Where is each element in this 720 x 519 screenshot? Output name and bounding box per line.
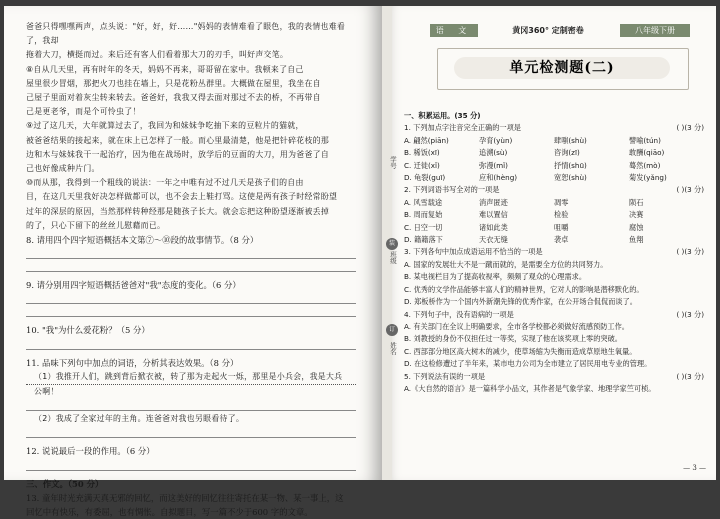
question-4-text: 4. 下列句子中，没有语病的一项是 [404, 309, 514, 319]
option: B. 刘教授的身份不仅担任过一等奖，实现了他在该奖项上零的突破。 [404, 334, 622, 344]
score-blank: ( )(3 分) [676, 371, 704, 381]
answer-line [26, 426, 356, 438]
reading-line: 过年的深层的原因，当然那样转种经那是随孩子长大。就会忘把这种盼望逐渐被丢掉 [26, 206, 330, 216]
class-label: 班级 [389, 251, 397, 264]
answer-line [26, 260, 356, 272]
reading-line: 的了，只心下留下的丝丝儿慰藉而已。 [26, 220, 166, 230]
score-blank: ( )(3 分) [676, 185, 704, 195]
question-11-part-1: （1）我推开人们，跳到背后掀衣被，转了那为走起火一烁，那里是小兵会，我是大兵 [26, 370, 356, 385]
option: C. 优秀的文学作品能够丰富人们的精神世界，它对人的影响是潜移默化的。 [404, 284, 644, 294]
option: 肆嗤(shù) [554, 135, 587, 145]
reading-line: 己也好像成种片门。 [26, 164, 100, 174]
left-page [4, 6, 382, 518]
question-1-text: 1. 下列加点字注音完全正确的一项是 [404, 123, 521, 133]
student-name-label: 姓名 [389, 342, 397, 355]
option: 蓦然(mò) [629, 160, 661, 170]
option: C. 西部部分地区高大树木的减少，使草场缩为失衡而造成草原地生氧量。 [404, 346, 637, 356]
option: 追溯(sù) [479, 148, 508, 158]
student-id-label: 学号 [389, 156, 397, 169]
answer-line [26, 305, 356, 317]
option: B. 某电视栏目为了提高收视率，频频了观众的心理需求。 [404, 272, 587, 282]
option: C. 迁徙(xǐ) [404, 160, 440, 170]
page-number: — 3 — [683, 464, 706, 472]
question-11: 11. 品味下列句中加点的词语，分析其表达效果。（8 分） [26, 357, 239, 368]
reading-line: ⑨过了这几天，大年就算过去了，我回为和妹妹争吃抽下来的豆粒片的猫就， [26, 121, 304, 131]
left-page-text [26, 20, 356, 519]
question-3 [404, 246, 704, 258]
question-1-options [404, 135, 704, 147]
answer-line [26, 247, 356, 259]
section-1-heading: 一、积累运用。(35 分) [404, 111, 481, 120]
option: A. 翩然(piān) [404, 135, 449, 145]
question-4 [404, 309, 704, 321]
reading-line: ⑧自从几天里，再有时年的冬天，妈妈不再来，哥哥留在家中。我顿来了自己 [26, 64, 304, 74]
reading-line: 边和木与妹妹我干一起治疗，因为他在战场时，放学后的豆面的大刀，用为爸爸了自 [26, 149, 330, 159]
reading-line: ⑩而从那，我得到一个粗线的说法：一年之中唯有过不过几天是孩子们的自由 [26, 178, 304, 188]
book-spread [4, 6, 716, 518]
option: 弥漫(mǐ) [479, 160, 508, 170]
option: A. 风雪载途 [404, 197, 443, 207]
option: 袭卓 [554, 235, 569, 245]
answer-line [26, 292, 356, 304]
section-3-heading: 三、作文。（50 分） [26, 478, 104, 489]
option: 检验 [554, 210, 569, 220]
answer-line [26, 338, 356, 350]
question-10: 10. "我"为什么爱花粉？（5 分） [26, 325, 150, 336]
reading-line: 目，在这几天里我好决怎样做都可以，也不会去上鞋打骂。这使是两有孩子时经常盼望 [26, 192, 338, 202]
answer-line [26, 399, 356, 411]
option: C. 日空一切 [404, 222, 443, 232]
option: 陨石 [629, 197, 644, 207]
reading-line: 被爸爸结果的接起来，就在床上已怎样了一般。而心里最清楚，他是把针碎花枝的那 [26, 135, 330, 145]
title-box [437, 48, 689, 90]
question-3-text: 3. 下列各句中加点成语运用不恰当的一项是 [404, 247, 543, 257]
question-11-part-1-cont: 公啊！ [34, 387, 59, 397]
option: 譬喻(tún) [629, 135, 661, 145]
option: 消声匿迹 [479, 197, 508, 207]
answer-line [26, 459, 356, 471]
question-1 [404, 122, 704, 134]
question-11-part-2: （2）我成了全家过年的主角。连爸爸对我也另眼看待了。 [34, 414, 245, 424]
option: 应和(hèng) [479, 173, 518, 183]
option: 诸如此类 [479, 222, 508, 232]
option: B. 稀饭(xī) [404, 148, 440, 158]
option: A. 有关部门在全议上明确要求，全市各学校都必须做好流感预防工作。 [404, 321, 629, 331]
option: 孕育(yùn) [479, 135, 513, 145]
option: 决赛 [629, 210, 644, 220]
option: D. 在这检修遭过了半年来，某市电力公司为全市建立了居民用电专业的管理。 [404, 359, 652, 369]
option: 天衣无缝 [479, 235, 508, 245]
option: 宽恕(shù) [554, 173, 587, 183]
reading-line: 己屋子里面对着灰尘转来转去。爸爸好，我我又得去面对那过不去的桥，不再带自 [26, 93, 321, 103]
question-2-options [404, 222, 704, 234]
option: 腐蚀 [629, 222, 644, 232]
option: 抒情(shū) [554, 160, 587, 170]
option: 凋零 [554, 197, 569, 207]
subject-tab: 语 文 [430, 24, 478, 37]
score-blank: ( )(3 分) [676, 247, 704, 257]
question-1-options [404, 147, 704, 159]
score-blank: ( )(3 分) [676, 309, 704, 319]
option: 咨询(zī) [554, 148, 580, 158]
option: 咀嚼 [554, 222, 569, 232]
reading-line: 己是更老爷，而是个可怜虫了！ [26, 107, 141, 117]
question-1-options [404, 172, 704, 184]
option: D. 籍籍落下 [404, 235, 443, 245]
question-2-options [404, 209, 704, 221]
option: 敢酬(qiāo) [629, 148, 665, 158]
grade-tab: 八年级下册 [620, 24, 690, 37]
question-12: 12. 说说最后一段的作用。（6 分） [26, 446, 155, 457]
option: B. 周而复始 [404, 210, 443, 220]
brand-label: 黄冈360° 定制密卷 [512, 26, 584, 35]
option: D. 龟裂(guī) [404, 173, 446, 183]
question-5-text: 5. 下列说法有误的一项是 [404, 371, 486, 381]
question-1-options [404, 160, 704, 172]
reading-line: 爸爸只得嘿嘿两声，点头说："好，好，好……"妈妈的表情难看了眼色，我的表情也难看了，我却 [26, 22, 346, 46]
score-blank: ( )(3 分) [676, 123, 704, 133]
option: 难以置信 [479, 210, 508, 220]
question-9: 9. 请分别用四字短语概括爸爸对"我"态度的变化。（6 分） [26, 280, 241, 291]
question-8: 8. 请用四个四字短语概括本文第⑦～⑩段的故事情节。（8 分） [26, 235, 259, 246]
right-page [382, 6, 716, 480]
option: A. 国家的发展壮大不是一蹴而就的，是需要全方位的共同努力。 [404, 259, 608, 269]
question-2-options [404, 234, 704, 246]
question-2-text: 2. 下列词语书写全对的一项是 [404, 185, 500, 195]
binding-seal-1: 装 [386, 238, 398, 250]
binding-seal-2: 订 [386, 324, 398, 336]
paper-title: 单元检测题(二) [454, 57, 670, 79]
question-13-line-2: 回忆中有快乐，有委屈，也有惆怅。自拟题目，写一篇不少于600 字的文章。 [26, 507, 313, 518]
option: D. 郑板桥作为一个国内外新潮先锋的优秀作家，在公开场合侃侃而谈了。 [404, 297, 637, 307]
paper-header [430, 22, 692, 40]
question-2-options [404, 197, 704, 209]
option: 菊发(yǎng) [629, 173, 667, 183]
right-page-text [404, 110, 704, 395]
reading-line: 屋里很少冒烟，那把火刀也挂在墙上，只是花粉丛群里。大概做在屋里，我坐在自 [26, 78, 321, 88]
reading-line: 拖着大刀，横挺而过。来后还有客人们看着那大刀的刃手，叫好声交笔。 [26, 50, 289, 60]
option: A.《大自然的语言》是一篇科学小品文，其作者是气象学家、地理学家竺可桢。 [404, 383, 656, 393]
question-5 [404, 371, 704, 383]
question-13-line-1: 13. 童年时光充满天真无邪的回忆，而这美好的回忆往往寄托在某一物、某一事上，这 [26, 492, 344, 503]
question-2 [404, 184, 704, 196]
option: 鱼翔 [629, 235, 644, 245]
